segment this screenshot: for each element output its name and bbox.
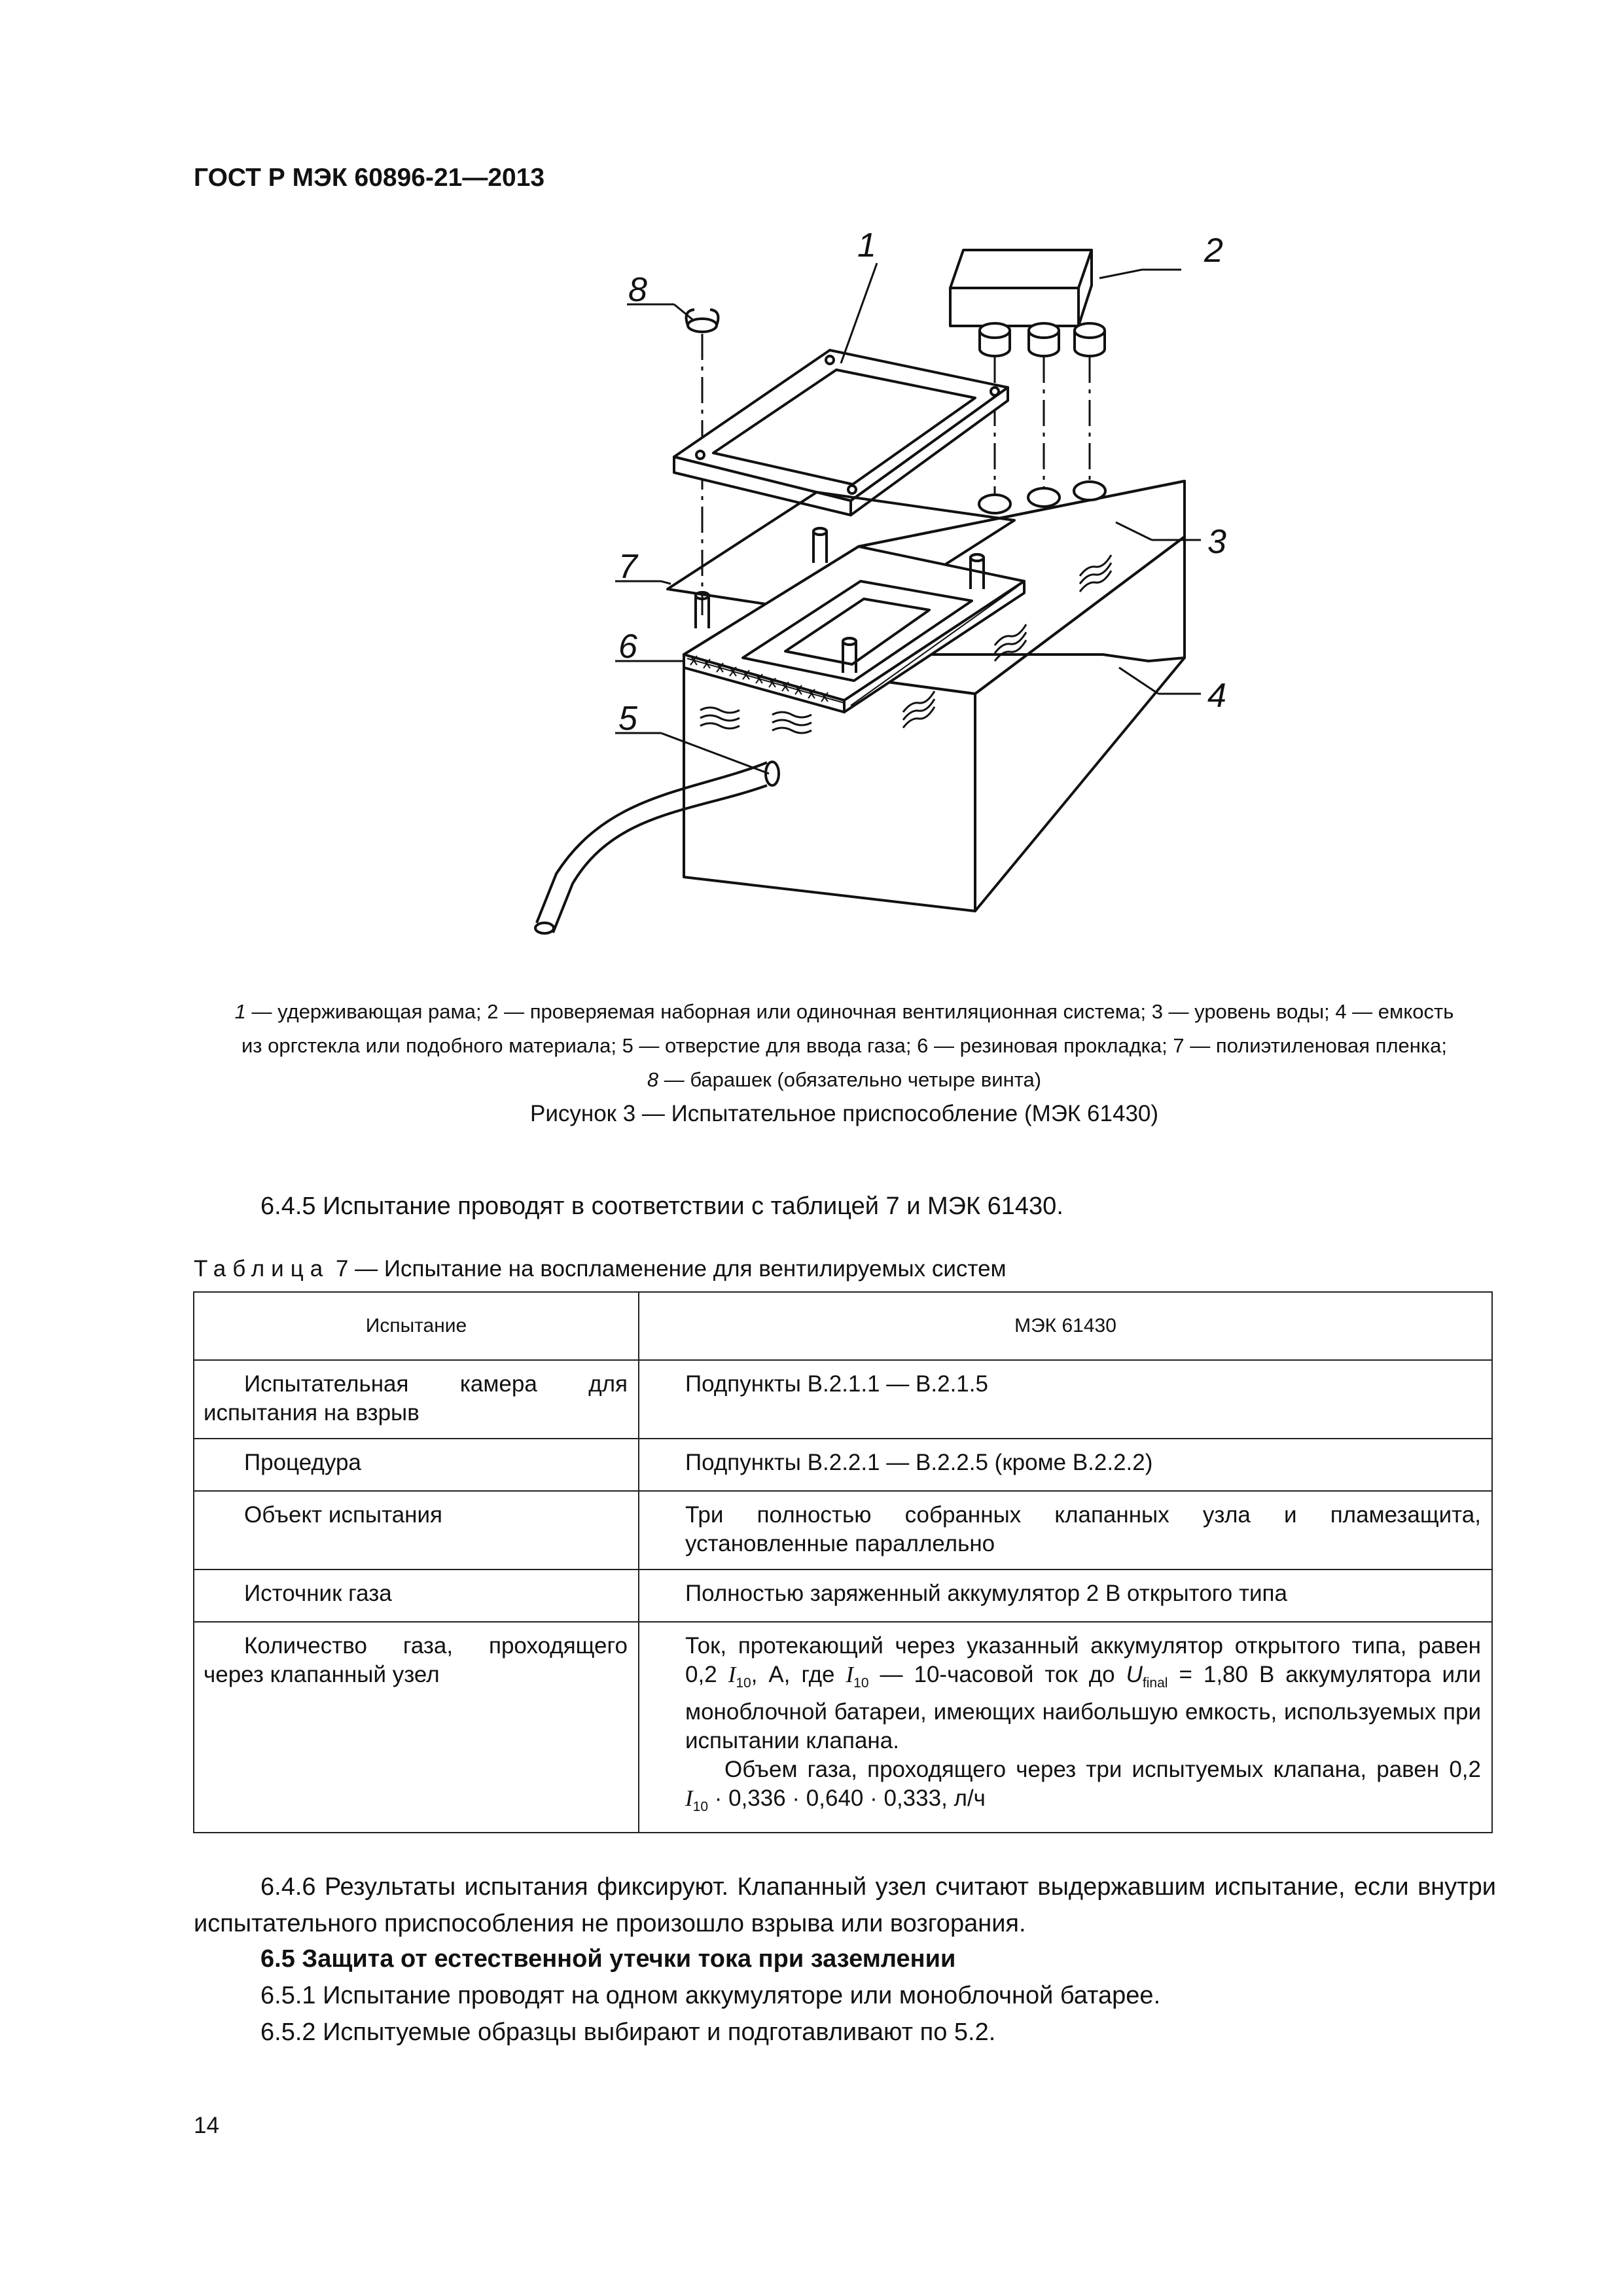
- callout-7: 7: [618, 548, 637, 586]
- table-cell-test: Количество газа, проходящего через клапанный узел: [194, 1622, 639, 1833]
- page-number: 14: [194, 2113, 219, 2138]
- callout-3: 3: [1207, 523, 1226, 561]
- plexiglass-tank: [684, 481, 1185, 911]
- legend-line-1: — удерживающая рама; 2 — проверяемая наборная или одиночная вентиляционная система; 3 — уровень воды; 4 — емкость: [251, 1000, 1454, 1023]
- table-cell-gas-quantity: Ток, протекающий через указанный аккумулятор открытого типа, равен 0,2 $I_{10}$, А, где $I_{10}$ — 10-часовой ток до $U_{final} = 1,80$ В аккумулятора или моноблочной батареи, имеющих наибольшую емкость, используемых при испытании клапана. Объем газа, проходящего через три испытуемых клапана, равен 0,2 $I_{10} \cdot 0,336 \cdot 0,640 \cdot 0,333$, л/ч: [639, 1622, 1492, 1833]
- table-header-row: [194, 1292, 1492, 1360]
- test-fixture-figure: [419, 223, 1243, 995]
- valve-system-block: [950, 250, 1105, 356]
- document-header: ГОСТ Р МЭК 60896-21—2013: [194, 164, 545, 192]
- table-cell-test: Испытательная камера для испытания на взрыв: [194, 1360, 639, 1439]
- callout-8: 8: [628, 271, 647, 309]
- table-row: [194, 1439, 1492, 1491]
- table-row: [194, 1570, 1492, 1622]
- section-heading-6-5: 6.5 Защита от естественной утечки тока при заземлении: [260, 1945, 956, 1973]
- callout-6: 6: [618, 628, 637, 666]
- callout-2: 2: [1204, 232, 1223, 270]
- figure-caption: Рисунок 3 — Испытательное приспособление (МЭК 61430): [529, 1101, 1159, 1126]
- paragraph-6-4-6: 6.4.6 Результаты испытания фиксируют. Клапанный узел считают выдержавшим испытание, если внутри испытательного приспособления не произошло взрыва или возгорания.: [194, 1873, 1496, 1937]
- wing-nut: [687, 310, 719, 332]
- callout-1: 1: [857, 226, 876, 264]
- legend-line-3: — барашек (обязательно четыре винта): [664, 1068, 1042, 1091]
- legend-line-2: из оргстекла или подобного материала; 5 — отверстие для ввода газа; 6 — резиновая прокладка; 7 — полиэтиленовая пленка;: [241, 1034, 1448, 1057]
- table-cell-ref: Три полностью собранных клапанных узла и пламезащита, установленные параллельно: [639, 1491, 1492, 1570]
- table-cell-test: Источник газа: [194, 1570, 639, 1622]
- table-cell-ref: Подпункты B.2.1.1 — B.2.1.5: [639, 1360, 1492, 1439]
- table-row: [194, 1491, 1492, 1570]
- paragraph-6-5-2: 6.5.2 Испытуемые образцы выбирают и подготавливают по 5.2.: [260, 2018, 996, 2046]
- table-row: [194, 1622, 1492, 1833]
- column-header-standard: МЭК 61430: [639, 1292, 1492, 1360]
- table-7: [193, 1291, 1493, 1833]
- column-header-test: Испытание: [194, 1292, 639, 1360]
- callout-4: 4: [1207, 677, 1226, 715]
- table-cell-test: Процедура: [194, 1439, 639, 1491]
- callout-5: 5: [618, 700, 637, 738]
- table-row: [194, 1360, 1492, 1439]
- paragraph-6-5-1: 6.5.1 Испытание проводят на одном аккумуляторе или моноблочной батарее.: [260, 1982, 1161, 2009]
- table-caption: Таблица 7 — Испытание на воспламенение для вентилируемых систем: [194, 1256, 1007, 1282]
- table-cell-ref: Подпункты B.2.2.1 — B.2.2.5 (кроме B.2.2.2): [639, 1439, 1492, 1491]
- table-cell-test: Объект испытания: [194, 1491, 639, 1570]
- table-cell-ref: Полностью заряженный аккумулятор 2 В открытого типа: [639, 1570, 1492, 1622]
- retaining-frame: [674, 350, 1008, 515]
- paragraph-6-4-5: 6.4.5 Испытание проводят в соответствии с таблицей 7 и МЭК 61430.: [260, 1193, 1063, 1220]
- figure-legend: 1 — удерживающая рама; 2 — проверяемая наборная или одиночная вентиляционная система; 3 — уровень воды; 4 — емкость из оргстекла или подобного материала; 5 — отверстие для ввода газа; 6 — резиновая прокладка; 7 — полиэтиленовая пленка; 8 — барашек (обязательно четыре винта): [191, 995, 1497, 1097]
